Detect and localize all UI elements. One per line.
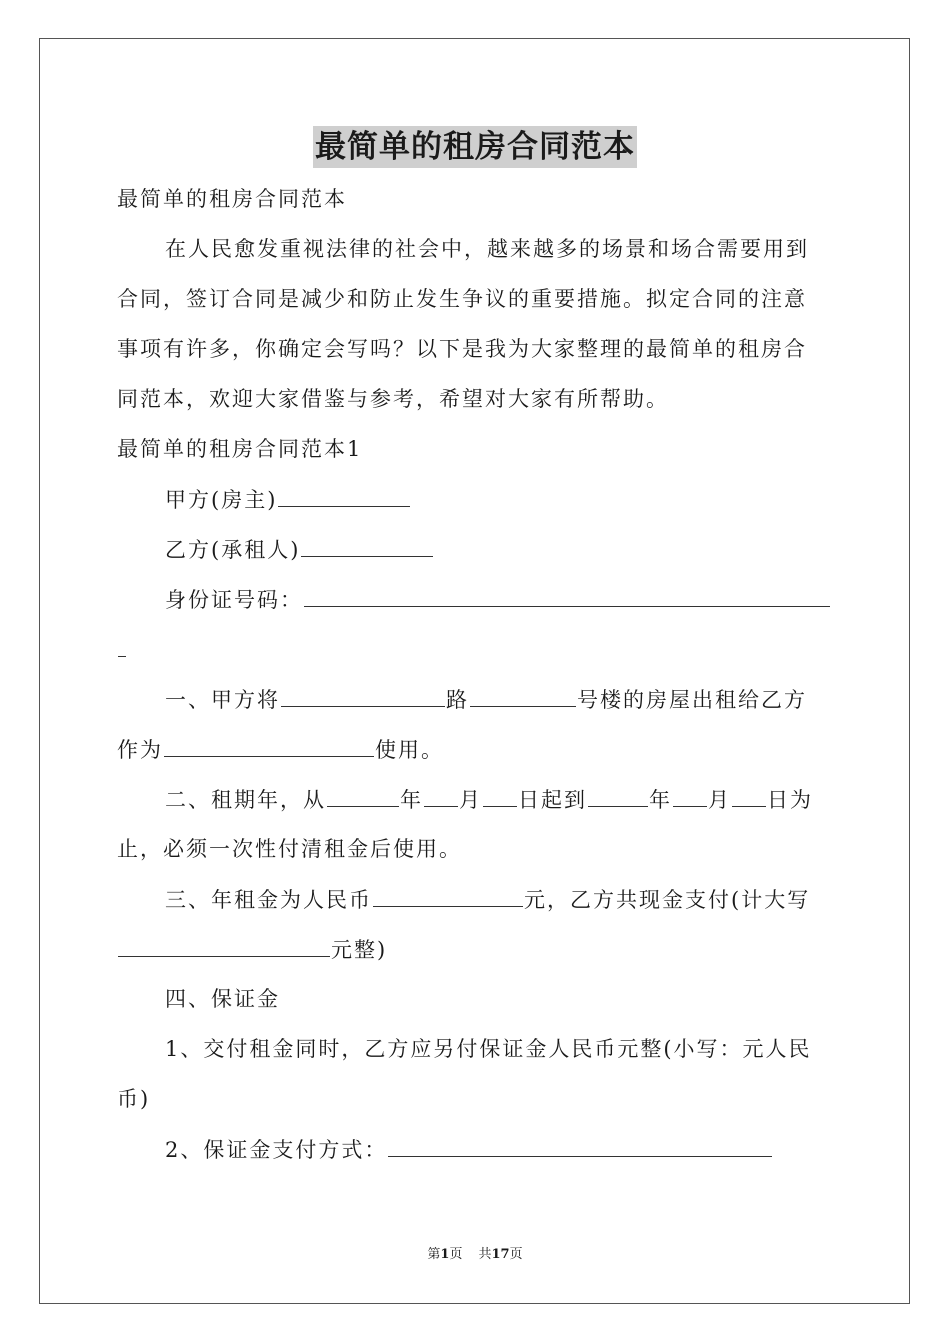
document-title: 最简单的租房合同范本 [313, 126, 637, 168]
party-a-line [165, 484, 411, 515]
footer-total-prefix: 共 [478, 1247, 492, 1262]
start-day-blank [483, 784, 517, 807]
intro-line-1: 在人民愈发重视法律的社会中，越来越多的场景和场合需要用到 [165, 237, 809, 261]
clause4-item1-line-1: 1、交付租金同时，乙方应另付保证金人民币元整(小写：元人民 [165, 1037, 812, 1061]
clause4-item2-label: 2、保证金支付方式： [165, 1138, 388, 1162]
intro-line-4: 同范本，欢迎大家借鉴与参考，希望对大家有所帮助。 [117, 387, 669, 411]
clause3-line-1 [165, 884, 810, 915]
clause2-text-3: 日为 [767, 788, 813, 812]
annual-rent-blank [373, 884, 523, 907]
page-footer [0, 1246, 950, 1264]
deposit-method-blank [388, 1134, 772, 1157]
start-year-blank [327, 784, 399, 807]
clause1-road-blank [281, 684, 445, 707]
clause4-heading: 四、保证金 [165, 987, 280, 1011]
intro-line-3: 事项有许多，你确定会写吗？以下是我为大家整理的最简单的租房合 [117, 337, 807, 361]
footer-total-pages: 17 [491, 1247, 510, 1262]
clause1-usage-blank [164, 734, 374, 757]
party-a-label: 甲方(房主) [165, 488, 278, 512]
clause2-text-1: 二、租期年，从 [165, 788, 326, 812]
party-a-blank [278, 484, 410, 507]
clause2-year-1: 年 [400, 788, 423, 812]
clause3-line-2 [117, 934, 387, 965]
clause3-text-2: 元，乙方共现金支付(计大写 [524, 888, 811, 912]
footer-total-suffix: 页 [509, 1247, 523, 1262]
clause2-month-1: 月 [459, 788, 482, 812]
clause1-text-3: 号楼的房屋出租给乙方 [577, 688, 807, 712]
clause4-item2-line [165, 1134, 773, 1165]
clause2-line-1 [165, 784, 813, 815]
clause1-text-1: 一、甲方将 [165, 688, 280, 712]
clause1-text-5: 使用。 [375, 738, 444, 762]
section-heading: 最简单的租房合同范本1 [117, 437, 363, 461]
footer-page-prefix: 第 [427, 1247, 441, 1262]
clause1-text-4: 作为 [117, 738, 163, 762]
clause3-text-1: 三、年租金为人民币 [165, 888, 372, 912]
clause2-year-2: 年 [649, 788, 672, 812]
party-b-blank [301, 534, 433, 557]
clause1-line-1 [165, 684, 807, 715]
footer-page-number: 1 [440, 1247, 450, 1262]
footer-page-suffix: 页 [449, 1247, 463, 1262]
page-border [39, 38, 910, 1304]
party-b-label: 乙方(承租人) [165, 538, 301, 562]
end-day-blank [732, 784, 766, 807]
id-number-line [165, 584, 831, 615]
party-b-line [165, 534, 434, 565]
clause3-text-3: 元整) [331, 938, 388, 962]
clause2-line-2: 止，必须一次性付清租金后使用。 [117, 837, 462, 861]
id-number-label: 身份证号码： [165, 588, 303, 612]
clause2-text-2: 日起到 [518, 788, 587, 812]
clause1-line-2 [117, 734, 444, 765]
intro-line-2: 合同，签订合同是减少和防止发生争议的重要措施。拟定合同的注意 [117, 287, 807, 311]
start-month-blank [424, 784, 458, 807]
end-month-blank [673, 784, 707, 807]
document-subtitle: 最简单的租房合同范本 [117, 187, 347, 211]
clause1-building-blank [470, 684, 576, 707]
clause1-text-2: 路 [446, 688, 469, 712]
id-number-blank-cont [118, 634, 126, 657]
id-number-blank [304, 584, 830, 607]
title-container [0, 126, 950, 168]
clause4-item1-line-2: 币) [117, 1087, 151, 1111]
id-number-line-cont [117, 634, 127, 665]
end-year-blank [588, 784, 648, 807]
amount-in-words-blank [118, 934, 330, 957]
clause2-month-2: 月 [708, 788, 731, 812]
